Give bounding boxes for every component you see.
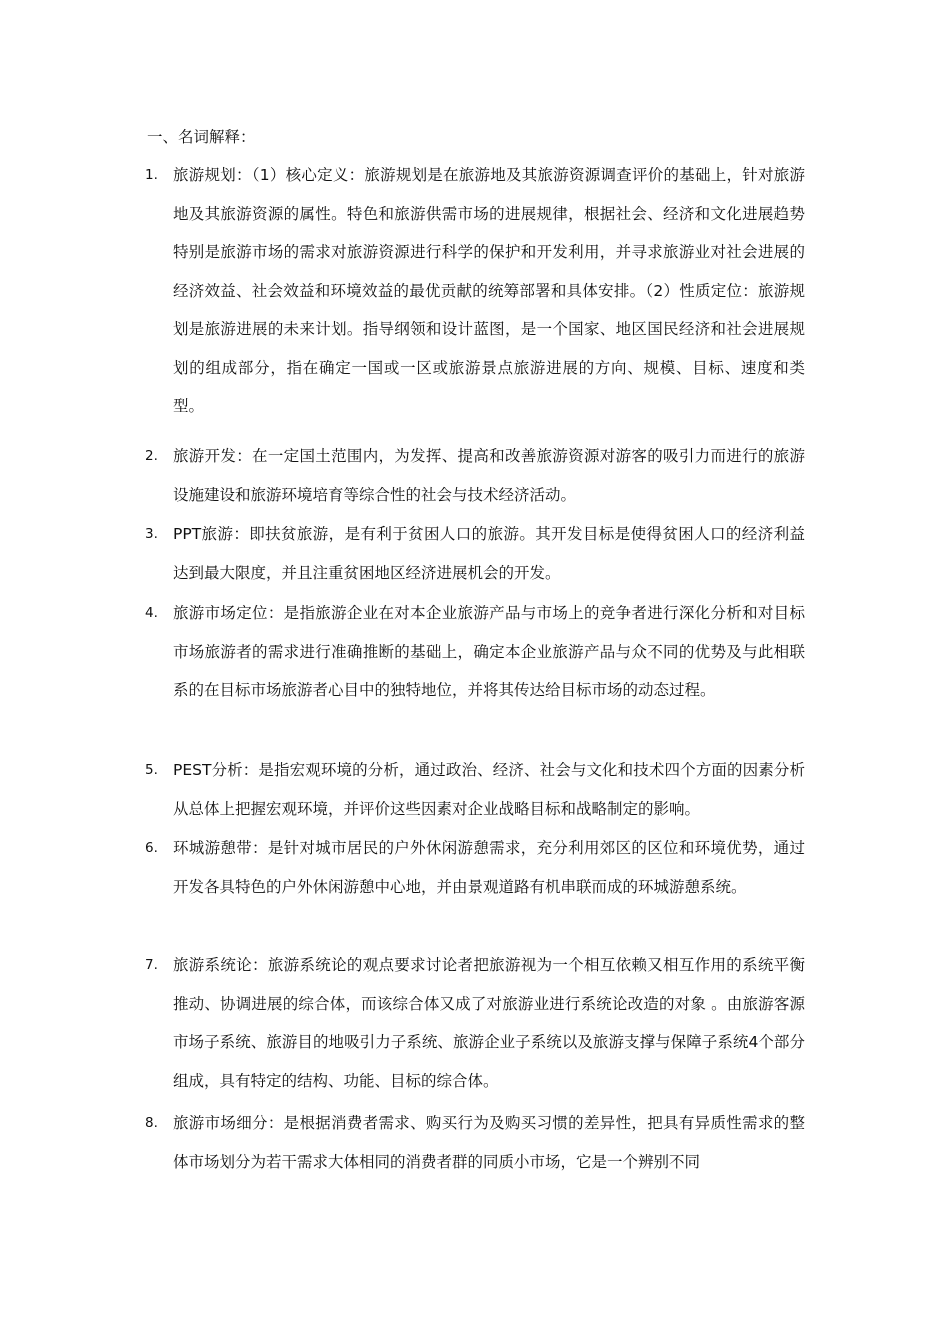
item-number: 3. (145, 526, 158, 542)
item-text: 旅游市场细分：是根据消费者需求、购买行为及购买习惯的差异性，把具有异质性需求的整体市场划分为若干需求大体相同的消费者群的同质小市场，它是一个辨别不同 (173, 1114, 805, 1171)
item-number: 1. (145, 167, 158, 183)
item-text: PPT旅游：即扶贫旅游，是有利于贫困人口的旅游。其开发目标是使得贫困人口的经济利益达到最大限度，并且注重贫困地区经济进展机会的开发。 (173, 525, 805, 582)
section-heading: 一、名词解释： (147, 128, 256, 146)
item-number: 5. (145, 762, 158, 778)
item-number: 8. (145, 1115, 158, 1131)
item-text: PEST分析：是指宏观环境的分析，通过政治、经济、社会与文化和技术四个方面的因素分析从总体上把握宏观环境，并评价这些因素对企业战略目标和战略制定的影响。 (173, 761, 805, 818)
item-text: 旅游系统论：旅游系统论的观点要求讨论者把旅游视为一个相互依赖又相互作用的系统平衡推动、协调进展的综合体，而该综合体又成了对旅游业进行系统论改造的对象 。由旅游客源市场子系统、旅游目的地吸引力子系统、旅游企业子系统以及旅游支撑与保障子系统4个部分组成，具有特定的结构、功能、目标的综合体。 (173, 956, 805, 1090)
item-number: 2. (145, 448, 158, 464)
item-text: 旅游开发：在一定国土范围内，为发挥、提高和改善旅游资源对游客的吸引力而进行的旅游设施建设和旅游环境培育等综合性的社会与技术经济活动。 (173, 447, 805, 504)
item-number: 4. (145, 605, 158, 621)
item-text: 旅游市场定位：是指旅游企业在对本企业旅游产品与市场上的竞争者进行深化分析和对目标市场旅游者的需求进行准确推断的基础上，确定本企业旅游产品与众不同的优势及与此相联系的在目标市场旅游者心目中的独特地位，并将其传达给目标市场的动态过程。 (173, 604, 805, 699)
item-text: 旅游规划：（1）核心定义：旅游规划是在旅游地及其旅游资源调查评价的基础上，针对旅游地及其旅游资源的属性。特色和旅游供需市场的进展规律，根据社会、经济和文化进展趋势特别是旅游市场的需求对旅游资源进行科学的保护和开发利用，并寻求旅游业对社会进展的经济效益、社会效益和环境效益的最优贡献的统筹部署和具体安排。（2）性质定位：旅游规划是旅游进展的未来计划。指导纲领和设计蓝图，是一个国家、地区国民经济和社会进展规划的组成部分，指在确定一国或一区或旅游景点旅游进展的方向、规模、目标、速度和类型。 (173, 166, 805, 415)
item-number: 7. (145, 957, 158, 973)
item-text: 环城游憩带：是针对城市居民的户外休闲游憩需求，充分利用郊区的区位和环境优势，通过开发各具特色的户外休闲游憩中心地，并由景观道路有机串联而成的环城游憩系统。 (173, 839, 805, 896)
item-number: 6. (145, 840, 158, 856)
